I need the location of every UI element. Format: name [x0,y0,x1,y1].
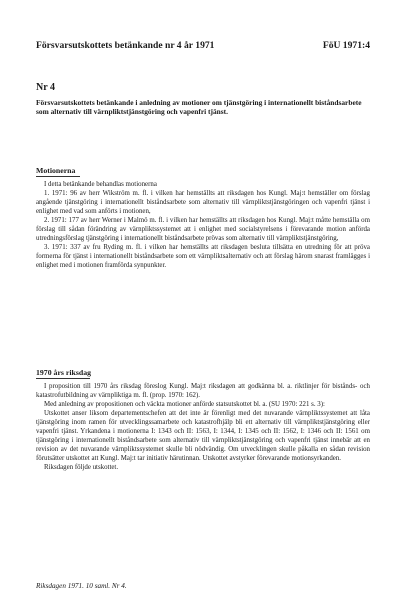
document-number: Nr 4 [36,82,55,93]
paragraph: Utskottet anser liksom departementschefen att det inte är förenligt med det nuvarande värnpliktssystemet att låta tjänstgöring inom ramen för utvecklingssamarbete och katastrofhjälp bli ett alternativ till värnpliktstjänstgöring eller vapenfri tjänst. Yrkandena i motionerna I: 1343 och II: 1563, I: 1344, I: 1345 och II: 1562, I: 1346 och II: 1561 om tjänstgöring i internationellt biståndsarbete som alternativ till värnpliktstjänstgöring och vapenfri tjänst innebär att en revision av det nuvarande värnpliktssystemet skulle bli nödvändig. Om utvecklingen skulle påkalla en sådan revision förutsätter utskottet att Kungl. Maj:t tar initiativ härutinnan. Utskottet avstyrker förevarande motionsyrkanden. [36,410,370,463]
header-report-title: Försvarsutskottets betänkande nr 4 år 1971 [36,40,215,51]
document-title: Försvarsutskottets betänkande i anledning av motioner om tjänstgöring i internationellt biståndsarbete som alternativ till värnpliktstjänstgöring och vapenfri tjänst. [36,98,362,117]
paragraph: I proposition till 1970 års riksdag föreslog Kungl. Maj:t riksdagen att godkänna bl. a. riktlinjer för bistånds- och katastrofutbildning av värnpliktiga m. fl. (prop. 1970: 162). [36,383,370,400]
paragraph: Med anledning av propositionen och väckta motioner anförde statsutskottet bl. a. (SU 1970: 221 s. 3): [44,401,325,409]
paragraph: I detta betänkande behandlas motionerna [44,181,157,188]
section-heading-1970-riksdag: 1970 års riksdag [36,368,92,377]
running-header [36,40,370,52]
paragraph: 1. 1971: 96 av herr Wikström m. fl. i vilken har hemställts att riksdagen hos Kungl. Maj:t hemställer om förslag angående tjänstgöring i internationellt biståndsarbete som alternativ till värnpliktstjänstgöringen och vapenfri tjänst i enlighet med vad som anförts i motionen, [36,190,370,216]
section-heading-motionerna: Motionerna [36,166,76,175]
page-footer: Riksdagen 1971. 10 saml. Nr 4. [36,582,127,590]
paragraph: 3. 1971: 337 av fru Ryding m. fl. i vilken har hemställts att riksdagen besluta tillsätta en utredning för att pröva formerna för tjänst i internationellt biståndsarbete som ett värnpliktsalternativ och att förslag härom snarast framlägges i enlighet med i motionen framförda synpunkter. [36,244,370,270]
header-report-code: FöU 1971:4 [322,40,370,51]
section-body-1970-riksdag [36,382,370,472]
paragraph: Riksdagen följde utskottet. [44,464,119,472]
section-underline [36,378,90,379]
section-body-motionerna [36,180,370,270]
paragraph: 2. 1971: 177 av herr Werner i Malmö m. fl. i vilken har hemställts att riksdagen hos Kungl. Maj:t måtte hemställa om förslag till sådan förändring av värnpliktssystemet att i enlighet med socialstyrelsens i förevarande motion anförda utredningsförslag tjänstgöring i internationellt biståndsarbete prövas som alternativ till värnpliktstjänstgöring, [36,217,370,243]
section-underline [36,176,80,177]
